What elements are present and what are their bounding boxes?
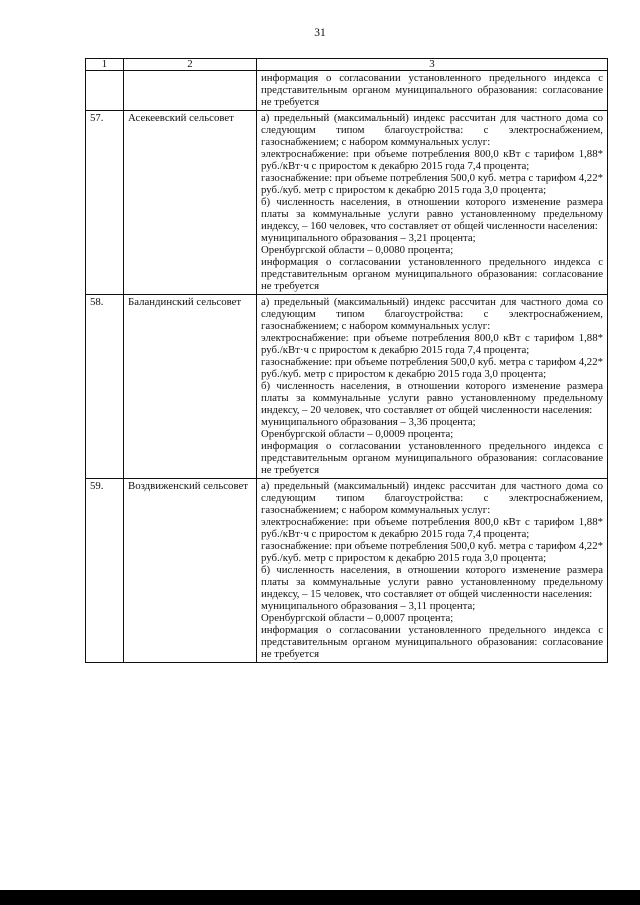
description-paragraph: муниципального образования – 3,11 процента; xyxy=(261,600,476,612)
description-paragraph: информация о согласовании установленного предельного индекса с представительным органом муниципального образования: согласование не требуется xyxy=(261,440,603,476)
description-paragraph: а) предельный (максимальный) индекс рассчитан для частного дома со следующим типом благоустройства: с электроснабжением, газоснабжением; с набором коммунальных услуг: xyxy=(261,480,603,516)
description-paragraph: газоснабжение: при объеме потребления 500,0 куб. метра с тарифом 4,22* руб./куб. метр с приростом к декабрю 2015 года 3,0 процента; xyxy=(261,172,603,196)
row-number: 59. xyxy=(86,479,124,663)
table-row xyxy=(86,479,608,663)
table-header-row xyxy=(86,59,608,71)
description-paragraph: газоснабжение: при объеме потребления 500,0 куб. метра с тарифом 4,22* руб./куб. метр с приростом к декабрю 2015 года 3,0 процента; xyxy=(261,540,603,564)
municipality-name: Асекеевский сельсовет xyxy=(124,111,257,295)
row-number: 57. xyxy=(86,111,124,295)
description-paragraph: муниципального образования – 3,21 процента; xyxy=(261,232,476,244)
municipality-name xyxy=(124,71,257,111)
table-row xyxy=(86,295,608,479)
description-paragraph: информация о согласовании установленного предельного индекса с представительным органом муниципального образования: согласование не требуется xyxy=(261,72,603,108)
index-description xyxy=(257,479,608,663)
description-paragraph: электроснабжение: при объеме потребления 800,0 кВт с тарифом 1,88* руб./кВт·ч с приростом к декабрю 2015 года 7,4 процента; xyxy=(261,516,603,540)
description-paragraph: газоснабжение: при объеме потребления 500,0 куб. метра с тарифом 4,22* руб./куб. метр с приростом к декабрю 2015 года 3,0 процента; xyxy=(261,356,603,380)
row-number: 58. xyxy=(86,295,124,479)
description-paragraph: а) предельный (максимальный) индекс рассчитан для частного дома со следующим типом благоустройства: с электроснабжением, газоснабжением; с набором коммунальных услуг: xyxy=(261,112,603,148)
description-paragraph: б) численность населения, в отношении которого изменение размера платы за коммунальные услуги равно установленному предельному индексу, – 20 человек, что составляет от общей численности населения: xyxy=(261,380,603,416)
description-paragraph: информация о согласовании установленного предельного индекса с представительным органом муниципального образования: согласование не требуется xyxy=(261,256,603,292)
row-number xyxy=(86,71,124,111)
description-paragraph: а) предельный (максимальный) индекс рассчитан для частного дома со следующим типом благоустройства: с электроснабжением, газоснабжением; с набором коммунальных услуг: xyxy=(261,296,603,332)
description-paragraph: электроснабжение: при объеме потребления 800,0 кВт с тарифом 1,88* руб./кВт·ч с приростом к декабрю 2015 года 7,4 процента; xyxy=(261,332,603,356)
description-paragraph: электроснабжение: при объеме потребления 800,0 кВт с тарифом 1,88* руб./кВт·ч с приростом к декабрю 2015 года 7,4 процента; xyxy=(261,148,603,172)
index-description xyxy=(257,71,608,111)
municipality-name: Баландинский сельсовет xyxy=(124,295,257,479)
description-paragraph: муниципального образования – 3,36 процента; xyxy=(261,416,476,428)
index-description xyxy=(257,111,608,295)
table-row xyxy=(86,111,608,295)
description-paragraph: б) численность населения, в отношении которого изменение размера платы за коммунальные услуги равно установленному предельному индексу, – 15 человек, что составляет от общей численности населения: xyxy=(261,564,603,600)
table-row xyxy=(86,71,608,111)
index-description xyxy=(257,295,608,479)
table-body xyxy=(86,71,608,663)
column-header-3: 3 xyxy=(257,59,608,71)
description-paragraph: Оренбургской области – 0,0080 процента; xyxy=(261,244,454,256)
tariff-index-table xyxy=(85,58,608,663)
description-paragraph: Оренбургской области – 0,0009 процента; xyxy=(261,428,454,440)
column-header-2: 2 xyxy=(124,59,257,71)
description-paragraph: б) численность населения, в отношении которого изменение размера платы за коммунальные услуги равно установленному предельному индексу, – 160 человек, что составляет от общей численности населения: xyxy=(261,196,603,232)
page-number: 31 xyxy=(314,27,326,39)
description-paragraph: Оренбургской области – 0,0007 процента; xyxy=(261,612,454,624)
scan-bottom-edge xyxy=(0,890,640,905)
description-paragraph: информация о согласовании установленного предельного индекса с представительным органом муниципального образования: согласование не требуется xyxy=(261,624,603,660)
municipality-name: Воздвиженский сельсовет xyxy=(124,479,257,663)
column-header-1: 1 xyxy=(86,59,124,71)
